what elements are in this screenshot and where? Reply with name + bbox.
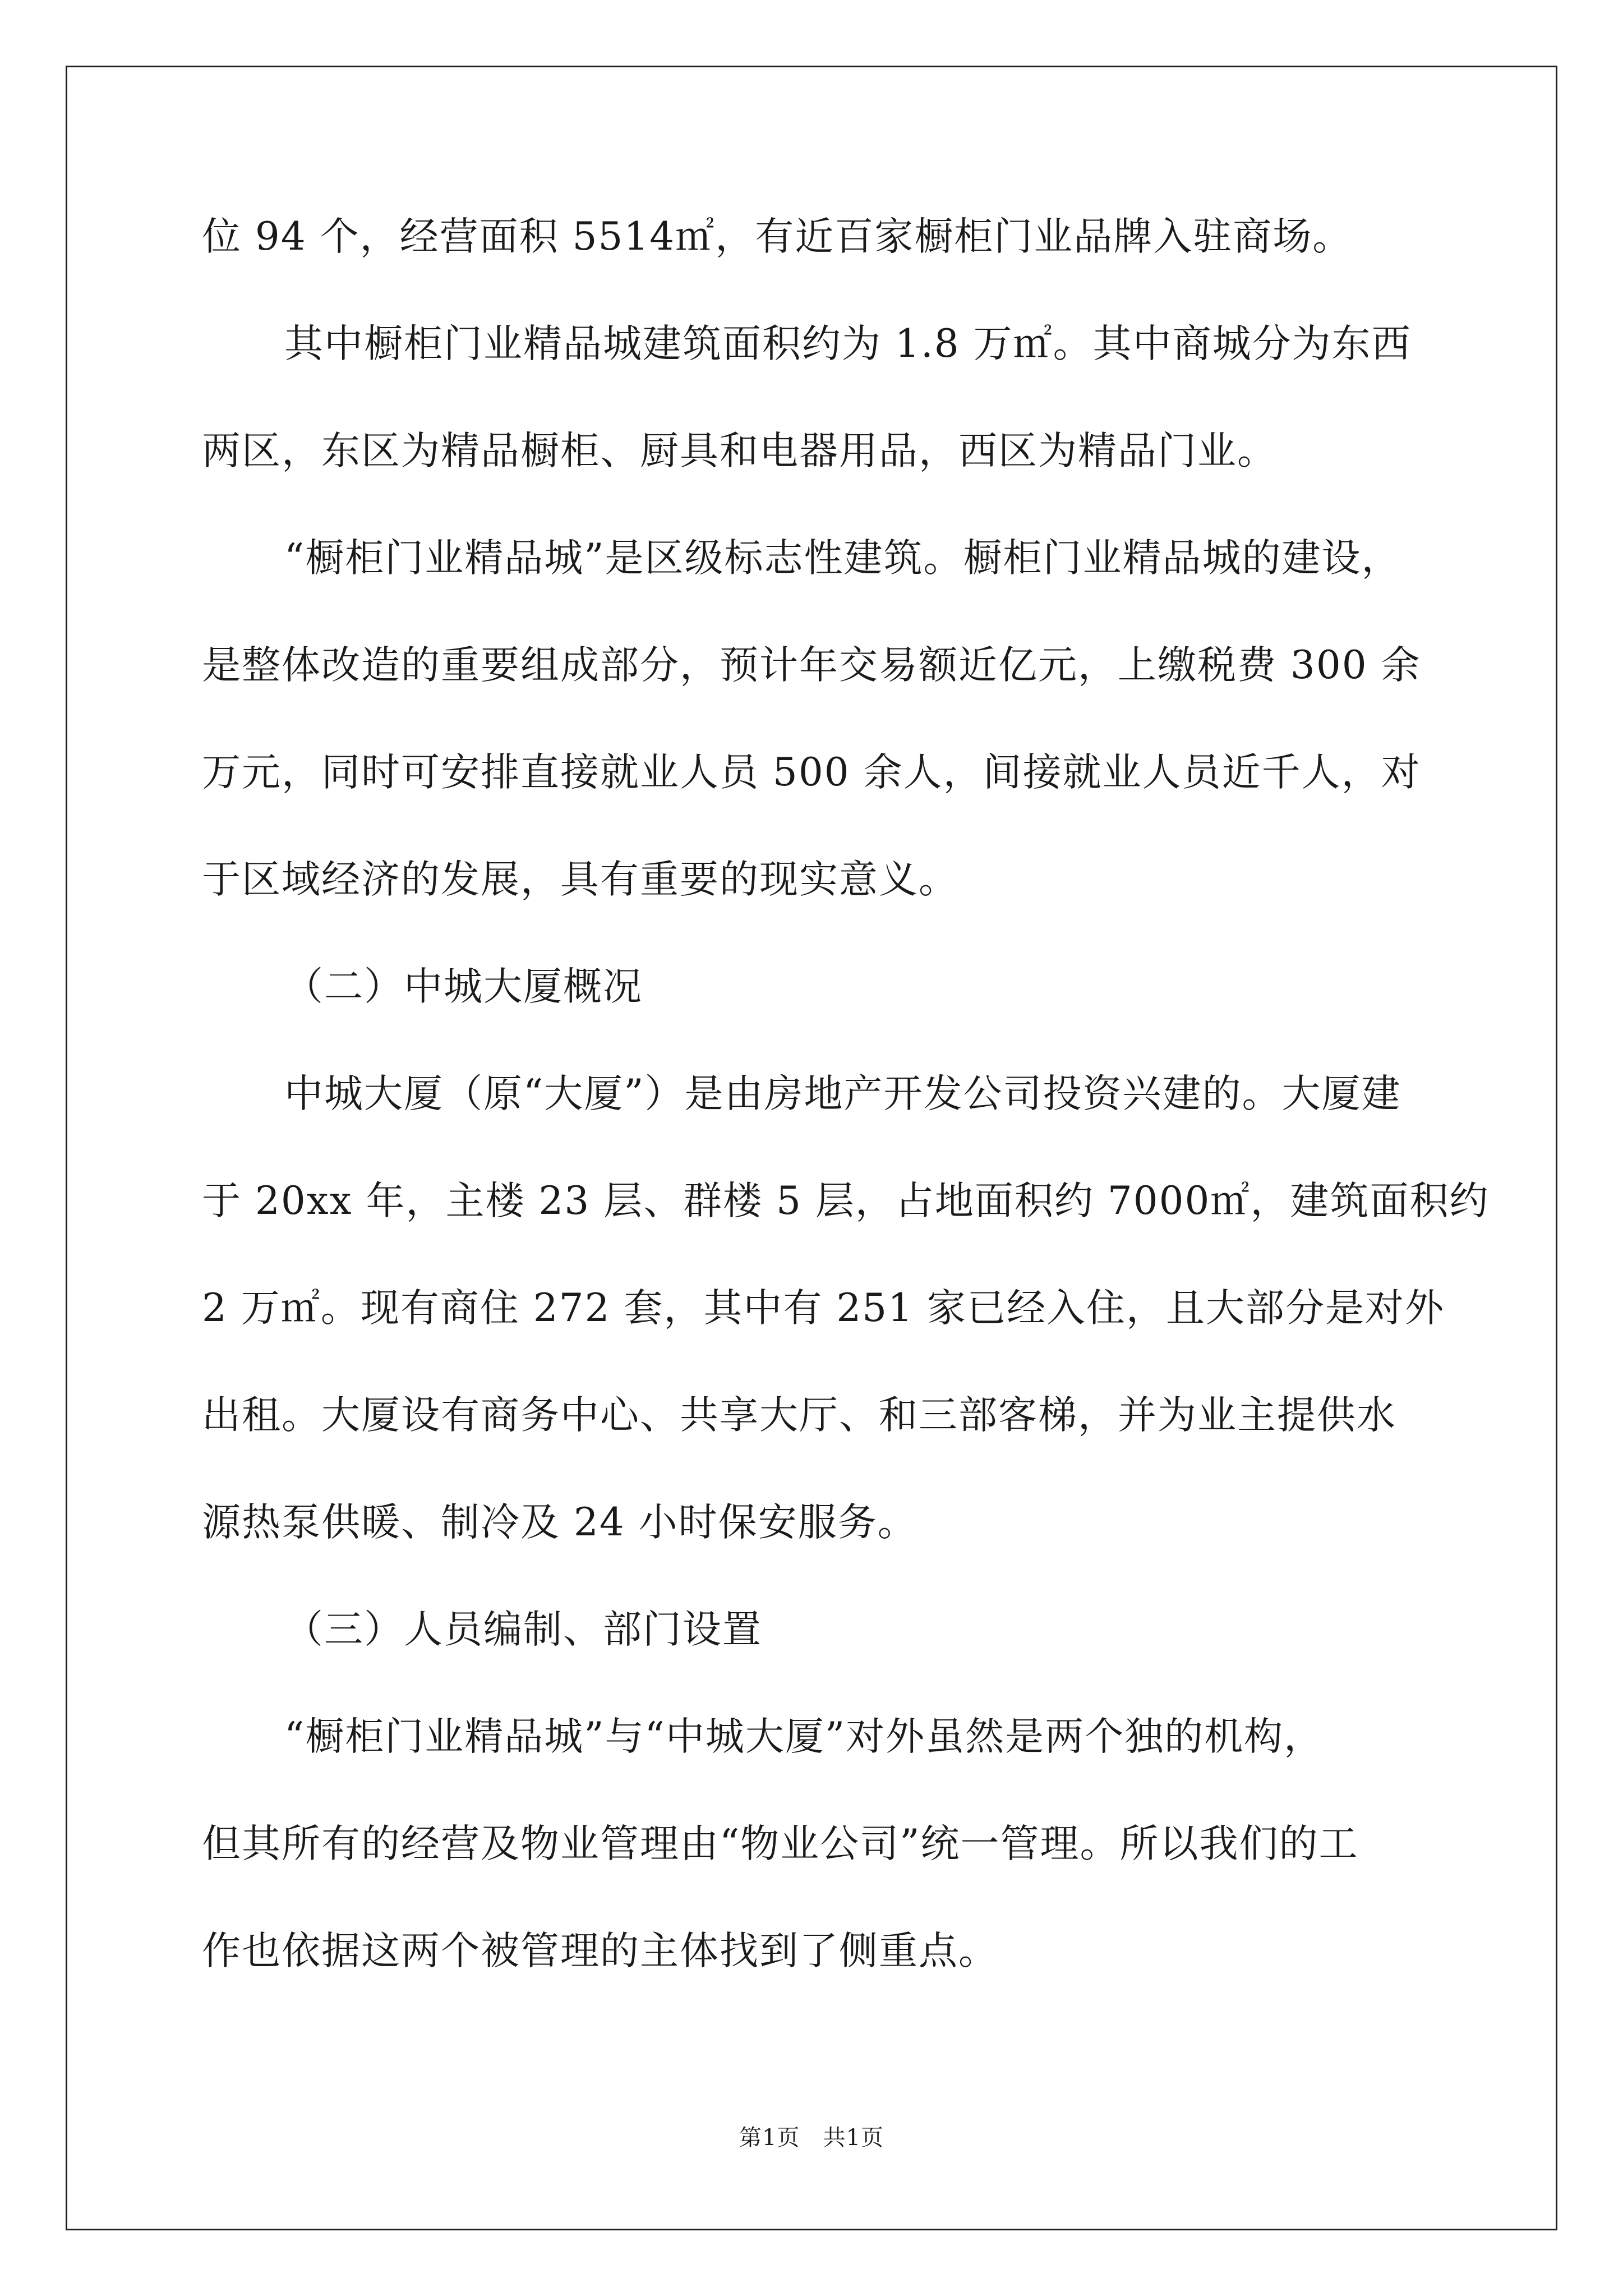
paragraph-line: 作也依据这两个被管理的主体找到了侧重点。 xyxy=(202,1929,998,1973)
section-heading: （二）中城大厦概况 xyxy=(284,964,643,1009)
page-number: 第1页 共1页 xyxy=(739,2125,884,2151)
paragraph-line: 万元，同时可安排直接就业人员 500 余人，间接就业人员近千人，对 xyxy=(202,750,1421,795)
paragraph-line: 2 万㎡。现有商住 272 套，其中有 251 家已经入住，且大部分是对外 xyxy=(202,1286,1445,1331)
paragraph-line: 于区域经济的发展，具有重要的现实意义。 xyxy=(202,857,958,902)
paragraph-line: 中城大厦（原“大厦”）是由房地产开发公司投资兴建的。大厦建 xyxy=(284,1071,1401,1116)
paragraph-line: 但其所有的经营及物业管理由“物业公司”统一管理。所以我们的工 xyxy=(202,1821,1359,1866)
section-heading: （三）人员编制、部门设置 xyxy=(284,1607,762,1652)
paragraph-line: 其中橱柜门业精品城建筑面积约为 1.8 万㎡。其中商城分为东西 xyxy=(284,321,1412,366)
page-border xyxy=(66,66,1557,2230)
paragraph-line: 位 94 个，经营面积 5514㎡，有近百家橱柜门业品牌入驻商场。 xyxy=(202,214,1353,259)
paragraph-line: “橱柜门业精品城”与“中城大厦”对外虽然是两个独的机构， xyxy=(284,1714,1324,1759)
paragraph-line: 两区，东区为精品橱柜、厨具和电器用品，西区为精品门业。 xyxy=(202,429,1277,473)
paragraph-line: 是整体改造的重要组成部分，预计年交易额近亿元，上缴税费 300 余 xyxy=(202,643,1421,688)
paragraph-line: “橱柜门业精品城”是区级标志性建筑。橱柜门业精品城的建设， xyxy=(284,536,1401,581)
paragraph-line: 源热泵供暖、制冷及 24 小时保安服务。 xyxy=(202,1500,917,1545)
paragraph-line: 出租。大厦设有商务中心、共享大厅、和三部客梯，并为业主提供水 xyxy=(202,1393,1396,1438)
paragraph-line: 于 20xx 年，主楼 23 层、群楼 5 层，占地面积约 7000㎡，建筑面积约 xyxy=(202,1179,1490,1223)
